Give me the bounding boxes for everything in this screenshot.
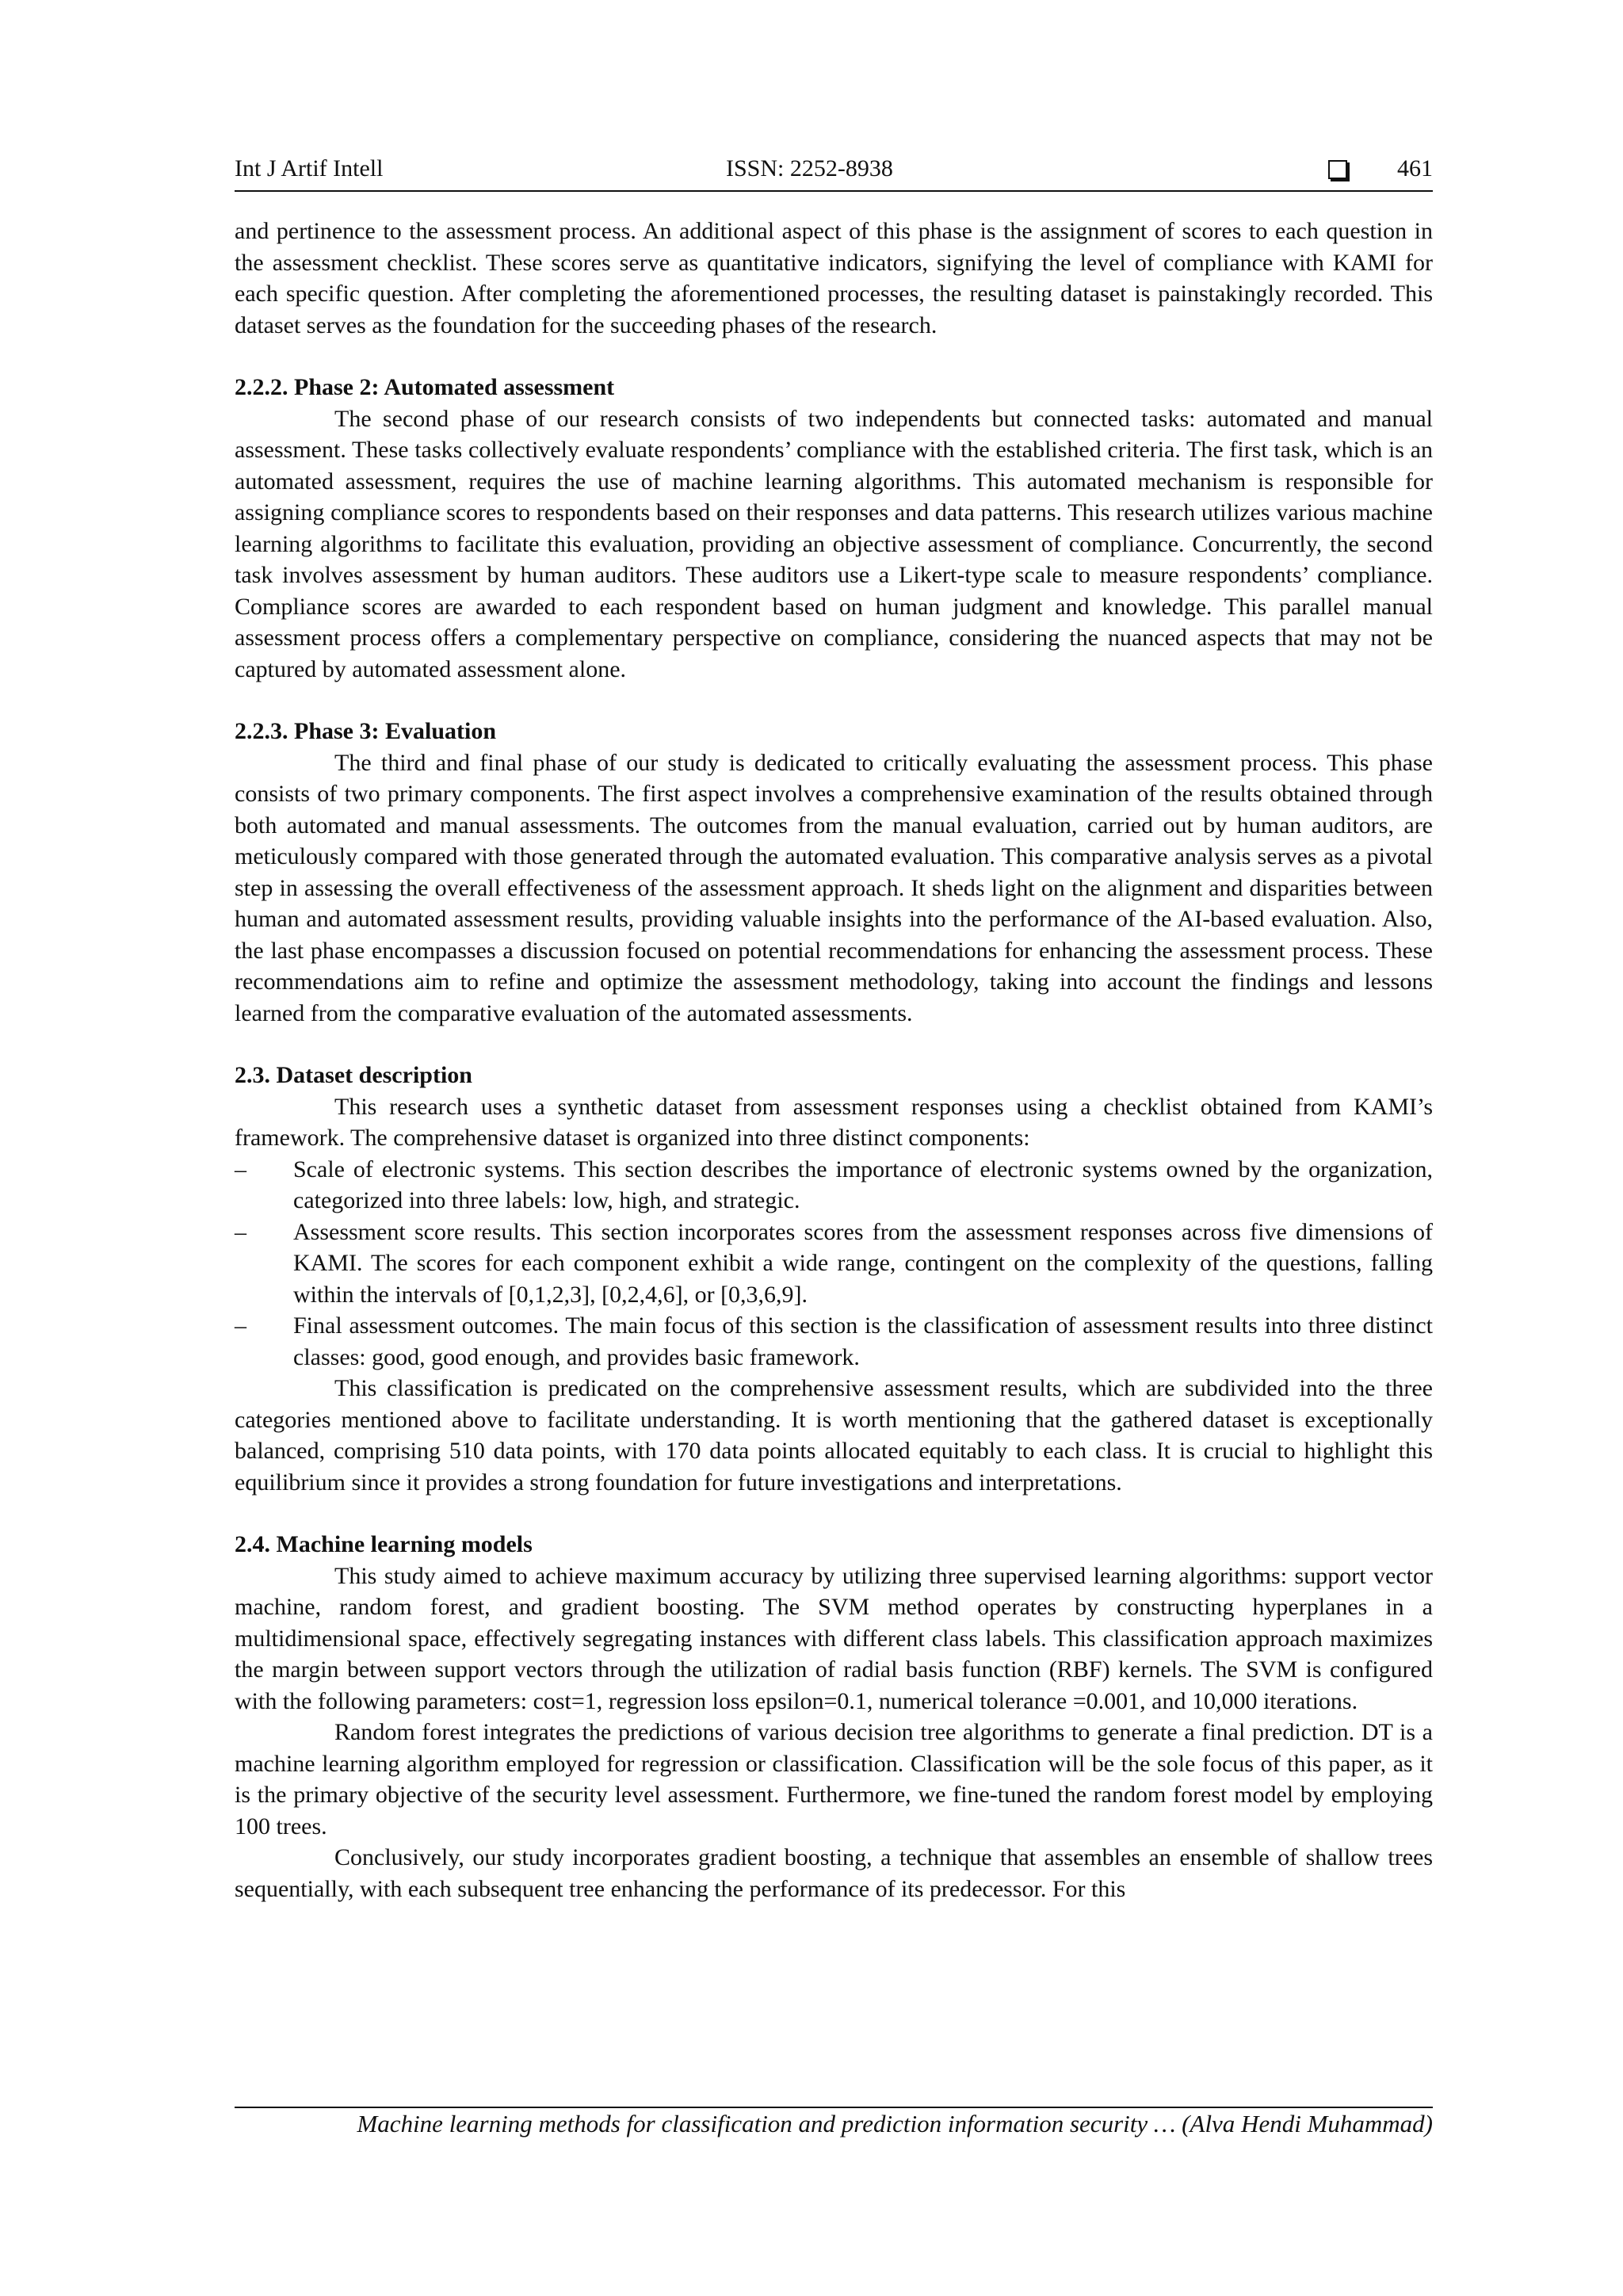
issn: ISSN: 2252-8938 [726,155,893,181]
list-item [235,1310,1433,1373]
square-icon [1328,160,1347,179]
section-heading-2-2-2: 2.2.2. Phase 2: Automated assessment [235,374,615,400]
paragraph: This research uses a synthetic dataset from assessment responses using a checklist obtained from KAMI’s framework. The comprehensive dataset is organized into three distinct components: [235,1093,1433,1151]
running-header [235,155,1433,192]
list-item [235,1154,1433,1217]
dash-bullet: – [235,1218,246,1245]
paragraph: The third and final phase of our study is dedicated to critically evaluating the assessment process. This phase consists of two primary components. The first aspect involves a comprehensive examination of the results obtained through both automated and manual assessments. The outcomes from the manual evaluation, carried out by human auditors, are meticulously compared with those generated through the automated evaluation. This comparative analysis serves as a pivotal step in assessing the overall effectiveness of the assessment approach. It sheds light on the alignment and disparities between human and automated assessment results, providing valuable insights into the performance of the AI-based evaluation. Also, the last phase encompasses a discussion focused on potential recommendations for enhancing the assessment process. These recommendations aim to refine and optimize the assessment methodology, taking into account the findings and lessons learned from the comparative evaluation of the automated assessments. [235,749,1433,1026]
list-item-text: Scale of electronic systems. This section describes the importance of electronic systems owned by the organization, categorized into three labels: low, high, and strategic. [293,1156,1433,1213]
list-item [235,1217,1433,1311]
dash-bullet: – [235,1312,246,1339]
running-footer [235,2107,1433,2138]
paragraph: The second phase of our research consists of two independents but connected tasks: automated and manual assessment. These tasks collectively evaluate respondents’ compliance with the established criteria. The first task, which is an automated assessment, requires the use of machine learning algorithms. This automated mechanism is responsible for assigning compliance scores to respondents based on their responses and data patterns. This research utilizes various machine learning algorithms to facilitate this evaluation, providing an objective assessment of compliance. Concurrently, the second task involves assessment by human auditors. These auditors use a Likert-type scale to measure respondents’ compliance. Compliance scores are awarded to each respondent based on human judgment and knowledge. This parallel manual assessment process offers a complementary perspective on compliance, considering the nuanced aspects that may not be captured by automated assessment alone. [235,405,1433,682]
paragraph: This classification is predicated on the comprehensive assessment results, which are subdivided into the three categories mentioned above to facilitate understanding. It is worth mentioning that the gathered dataset is exceptionally balanced, comprising 510 data points, with 170 data points allocated equitably to each class. It is crucial to highlight this equilibrium since it provides a strong foundation for future investigations and interpretations. [235,1375,1433,1496]
dash-bullet: – [235,1156,246,1182]
footer-text: Machine learning methods for classification and prediction information security … (Alva Hendi Muhammad) [357,2110,1433,2137]
paragraph: This study aimed to achieve maximum accuracy by utilizing three supervised learning algorithms: support vector machine, random forest, and gradient boosting. The SVM method operates by constructing hyperplanes in a multidimensional space, effectively segregating instances with different class labels. This classification approach maximizes the margin between support vectors through the utilization of radial basis function (RBF) kernels. The SVM is configured with the following parameters: cost=1, regression loss epsilon=0.1, numerical tolerance =0.001, and 10,000 iterations. [235,1562,1433,1714]
list-item-text: Final assessment outcomes. The main focus of this section is the classification of assessment results into three distinct classes: good, good enough, and provides basic framework. [293,1312,1433,1370]
page-body [235,216,1433,1904]
intro-paragraph: and pertinence to the assessment process. An additional aspect of this phase is the assignment of scores to each question in the assessment checklist. These scores serve as quantitative indicators, signifying the level of compliance with KAMI for each specific question. After completing the aforementioned processes, the resulting dataset is painstakingly recorded. This dataset serves as the foundation for the succeeding phases of the research. [235,218,1433,338]
list-item-text: Assessment score results. This section incorporates scores from the assessment responses across five dimensions of KAMI. The scores for each component exhibit a wide range, contingent on the complexity of the questions, falling within the intervals of [0,1,2,3], [0,2,4,6], or [0,3,6,9]. [293,1218,1433,1308]
section-heading-2-2-3: 2.2.3. Phase 3: Evaluation [235,718,497,744]
journal-name: Int J Artif Intell [235,155,384,181]
paragraph: Conclusively, our study incorporates gradient boosting, a technique that assembles an ensemble of shallow trees sequentially, with each subsequent tree enhancing the performance of its predecessor. For this [235,1844,1433,1902]
page-number: 461 [1397,155,1433,181]
paragraph: Random forest integrates the predictions of various decision tree algorithms to generate a final prediction. DT is a machine learning algorithm employed for regression or classification. Classification will be the sole focus of this paper, as it is the primary objective of the security level assessment. Furthermore, we fine-tuned the random forest model by employing 100 trees. [235,1719,1433,1839]
component-list [235,1154,1433,1373]
section-heading-2-4: 2.4. Machine learning models [235,1531,533,1557]
section-heading-2-3: 2.3. Dataset description [235,1062,472,1088]
